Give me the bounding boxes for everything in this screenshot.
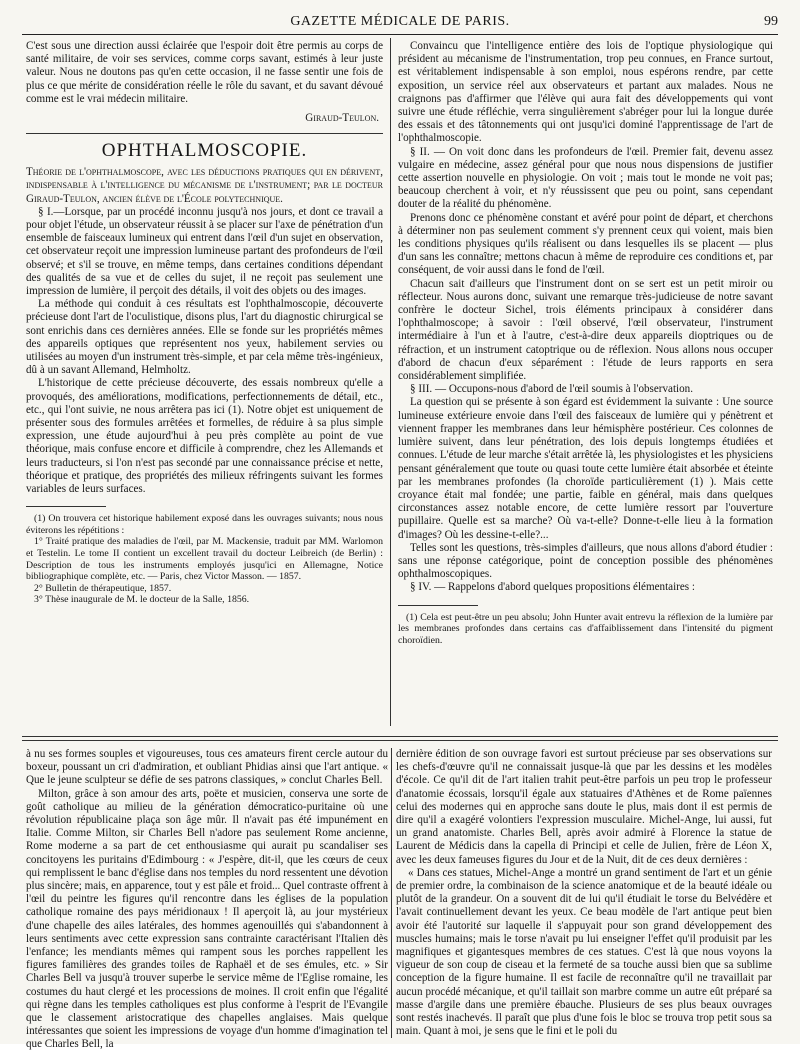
right-column-top (398, 40, 773, 720)
paragraph: L'historique de cette précieuse découverte, des essais nombreux qu'elle a provoqués, des améliorations, modifications, perfectionnements de détail, etc., etc., qui l'ont suivie, ne nous arrêtera pas ici (1). Notre objet est uniquement de présenter sous des formules arrêtées et formelles, de réduire à sa plus simple expression, une étude aujourd'hui à peu près complète au point de vue théorique, mais confuse encore et difficile à comprendre, chez les Allemands et leurs traducteurs, si l'on n'est pas secondé par une connaissance précise et nette, théorique et pratique, des propriétés des milieux réfringents suivant les formes variables de leurs surfaces. (26, 377, 383, 496)
footnote-intro: (1) On trouvera cet historique habilement exposé dans les ouvrages suivants; nous nous éviterons les répétitions : (26, 513, 383, 536)
footnote-separator (398, 605, 478, 606)
article-subtitle: Théorie de l'ophthalmoscope, avec les déductions pratiques qui en dérivent, indispensable à l'intelligence du mécanisme de l'instrument; par le docteur Giraud-Teulon, ancien élève de l'École polytechnique. (26, 166, 383, 205)
right-column-bottom (396, 748, 772, 1038)
paragraph: Prenons donc ce phénomène constant et avéré pour point de départ, et cherchons à déterminer non pas seulement comment s'y prennent ceux qui voient, mais bien les conditions physiques qu'ils réalisent ou dans lesquelles ils se placent — plus d'un sans les connaître; mettons chacun à même de reproduire ces conditions et, par conséquent, de voir aussi dans le fond de l'œil. (398, 211, 773, 277)
paragraph: Telles sont les questions, très-simples d'ailleurs, que nous allons d'abord étudier : sans une réponse catégorique, point de conception possible des phénomènes ophthalmoscopiques. (398, 541, 773, 581)
paragraph: § III. — Occupons-nous d'abord de l'œil soumis à l'observation. (410, 383, 693, 396)
left-column-bottom (26, 748, 388, 1051)
page-header (22, 12, 778, 35)
footnotes (26, 513, 383, 606)
feuilleton-rule-thin (22, 740, 778, 741)
column-divider-top (390, 38, 391, 726)
paragraph: La question qui se présente à son égard est évidemment la suivante : Une source lumineuse extérieure envoie dans l'œil des faisceaux de lumière qui y pénètrent et viennent frapper les membranes dans leur hémisphère postérieur. Ces colonnes de lumière suivent, dans leur pénétration, des lois depuis longtemps étudiées et connues. L'étude de leur marche s'était arrêtée là, les physiologistes et les physiciens pensant généralement que toute ou quasi toute cette lumière était absorbée et éteinte par les membranes profondes (la choroïde particulièrement (1) ). Mais cette croyance était mal fondée; une partie, faible en général, mais dans quelques circonstances assez notable encore, de cette lumière ressort par l'ouverture pupillaire. Quelle est sa marche? Où va-t-elle? Donne-t-elle lieu à la formation d'images? Où les dessine-t-elle?... (398, 396, 773, 541)
paragraph: La méthode qui conduit à ces résultats est l'ophthalmoscopie, découverte précieuse dont l'art de l'oculistique, disons plus, l'art du diagnostic chirurgical se sont enrichis dans ces dernières années. Elle se fonde sur les propriétés mêmes des appareils optiques que représentent nos yeux, habilement servies ou utilisées au moyen d'un instrument très-simple, et par cela même très-ingénieux, dû à un savant Allemand, Helmholtz. (26, 298, 383, 377)
footnote-item: (1) Cela est peut-être un peu absolu; John Hunter avait entrevu la réflexion de la lumière par les membranes profondes dans certains cas d'affaiblissement dans l'intensité du pigment choroïdien. (398, 611, 773, 646)
column-divider-bottom (391, 748, 392, 1038)
journal-title: GAZETTE MÉDICALE DE PARIS. (290, 14, 510, 29)
footnote-item: 1° Traité pratique des maladies de l'œil, par M. Mackensie, traduit par MM. Warlomon et Testelin. Le tome II contient un excellent travail du docteur Leibreich (de Berlin) : Description de tous les instruments employés jusqu'ici en Allemagne, Notice bibliographique complète, etc. — Paris, chez Victor Masson. — 1857. (26, 536, 383, 583)
left-column-top (26, 40, 383, 720)
paragraph: Milton, grâce à son amour des arts, poëte et musicien, conserva une sorte de goût catholique au milieu de la génération démocratico-puritaine où une révolution républicaine plaça son âge mûr. Il n'avait pas été impunément en Italie. Comme Milton, sir Charles Bell n'adore pas seulement Rome ancienne, Rome moderne a sa part de cet enthousiasme qui aurait pu scandaliser ses concitoyens les puritains d'Edimbourg : « J'espère, dit-il, que les cœurs de ceux qui remplissent le banc d'église dans nos temples du nord ressentent une dévotion plus sincère; mais, en apparence, tout y est pâle et froid... Quel contraste offrent à l'œil du peintre les figures qu'il rencontre dans les églises de la population catholique romaine des pays méridionaux ! Il aperçoit là, au jour mystérieux d'une chapelle des ailes latérales, des hommes agenouillés qui s'abandonnent à leurs sentiments avec cette expression sans contrainte caractérisant l'Italien dès l'enfance; les mendiants mêmes qui rampent sous les porches rappellent les figures familières des grandes toiles de Raphaël et de ses émules, etc. » Sir Charles Bell va jusqu'à trouver superbe le service même de l'Eglise romaine, les costumes du haut clergé et les processions de moines. Il croit enfin que l'égalité qui règne dans les temples catholiques est plus conforme à l'esprit de l'Evangile que le classement aristocratique des chapelles anglaises. Mais quelque intéressantes que soient les impressions de voyage d'un homme d'imagination tel que Charles Bell, la (26, 787, 388, 1051)
page-number: 99 (764, 14, 778, 29)
paragraph: Chacun sait d'ailleurs que l'instrument dont on se sert est un petit miroir ou réflecteur. Nous aurons donc, suivant une remarque très-judicieuse de notre savant confrère le docteur Sichel, trois éléments principaux à considérer dans l'ophthalmoscope; à savoir : l'œil observé, l'œil observateur, l'instrument intermédiaire à l'un et à l'autre, c'est-à-dire deux appareils dioptriques ou de réfraction, et un instrument catoptrique ou de réflexion. Nous allons nous occuper d'abord de chacun d'eux séparément : l'étude de leurs rapports en sera considérablement simplifiée. (398, 277, 773, 383)
signature: Giraud-Teulon. (305, 112, 379, 125)
article-title: OPHTHALMOSCOPIE. (101, 140, 308, 162)
footnote-item: 3° Thèse inaugurale de M. le docteur de la Salle, 1856. (34, 594, 250, 606)
footnote-item: 2° Bulletin de thérapeutique, 1857. (34, 582, 172, 594)
footnote-separator (26, 506, 106, 507)
paragraph: « Dans ces statues, Michel-Ange a montré un grand sentiment de l'art et un génie de premier ordre, la combinaison de la science anatomique et de la beauté idéale ou plutôt de la grandeur. On a souvent dit de lui qu'il étudiait le torse du Belvédère et l'avait continuellement devant les yeux. Ce beau modèle de l'art antique peut bien avoir été l'autorité sur laquelle il s'appuyait pour son grand développement des muscles humains; mais le torse n'avait pu lui enseigner l'effet qu'il produisit par les magnifiques et gigantesques membres de ces statues. C'est là que nous voyons la vigueur de son coup de ciseau et la fermeté de sa touche aussi bien que sa sublime conception de la figure humaine. Il est facile de reconnaître qu'il ne travaillait par aucun procédé mécanique, et qu'il taillait son marbre comme un autre eût préparé sa masse d'argile dans une première ébauche. Plusieurs de ses plus beaux ouvrages sont restés inachevés. Il paraît que plus d'une fois le bloc se trouva trop petit sous sa main. Quant à moi, je sens que le fini et le poli du (396, 866, 772, 1038)
paragraph: § II. — On voit donc dans les profondeurs de l'œil. Premier fait, devenu assez vulgaire en médecine, assez général pour que nous nous dispensions de justifier cette assertion nouvelle en physiologie. On voit ; mais tout le monde ne voit pas; beaucoup cherchent à voir, et n'y réussissent que peu ou point, sans cependant douter de la réalité du phénomène. (398, 145, 773, 211)
paragraph: § I.—Lorsque, par un procédé inconnu jusqu'à nos jours, et dont ce travail a pour objet l'étude, un observateur réussit à se placer sur l'axe de pénétration d'un ensemble de faisceaux lumineux qui entrent dans l'œil d'un sujet en observation, cet observateur reçoit une impression lumineuse partant des profondeurs de l'œil observé; et s'il se trouve, en même temps, dans certaines conditions dépendant des qualités de sa vue et de celles du sujet, il ne reçoit pas seulement une impression de lumière, il perçoit des détails, il voit des objets ou des images. (26, 205, 383, 298)
feuilleton-rule (22, 736, 778, 737)
paragraph: à nu ses formes souples et vigoureuses, tous ces amateurs firent cercle autour du boxeur, poussant un cri d'admiration, et oubliant Phidias ainsi que l'art antique. « Que le jeune sculpteur se défie de ses patrons classiques, » conclut Charles Bell. (26, 748, 388, 787)
paragraph: dernière édition de son ouvrage favori est surtout précieuse par ses observations sur les chefs-d'œuvre qu'il ne connaissait jusque-là que par les dessins et les modèles d'école. Ce qu'il dit de l'art italien trahit peut-être parfois un peu trop le professeur d'anatomie écossais, lorsqu'il égale aux statuaires d'Athènes et de Rome païennes celui des modernes qui en approche sans doute le plus, mais dont il est permis de dire qu'il a exagéré volontiers l'expression musculaire. Michel-Ange, lui aussi, fut un grand anatomiste. Charles Bell, après avoir admiré à Florence la statue de Laurent de Médicis dans la capella di Principi et celle de Julien, frère de Léon X, avec les deux fameuses figures du Jour et de la Nuit, dit de ces deux dernières : (396, 748, 772, 866)
paragraph: Convaincu que l'intelligence entière des lois de l'optique physiologique qui président au mécanisme de l'instrumentation, trop peu connues, en France surtout, est véritablement indispensable à son emploi, nous espérons rendre, par cette exposition, un service réel aux observateurs et partant aux malades. Nous ne craignons pas d'affirmer que l'élève qui aura fait des développements qui vont suivre une étude réfléchie, verra singulièrement s'abréger pour lui la longue durée des essais et des tâtonnements qui ont jusqu'ici dominé l'apprentissage de l'art de l'ophthalmoscopie. (398, 40, 773, 145)
section-separator (26, 133, 383, 134)
footnotes (398, 612, 773, 647)
paragraph: § IV. — Rappelons d'abord quelques propositions élémentaires : (410, 581, 695, 594)
opening-paragraph: C'est sous une direction aussi éclairée que l'espoir doit être permis au corps de santé militaire, de voir ses services, comme corps savant, estimés à leur juste valeur. Nous ne doutons pas qu'en cette occasion, il ne fasse sentir une fois de plus ce que mérite de considération réelle le rôle du savant, et du savant dévoué comme est le vrai médecin militaire. (26, 40, 383, 105)
